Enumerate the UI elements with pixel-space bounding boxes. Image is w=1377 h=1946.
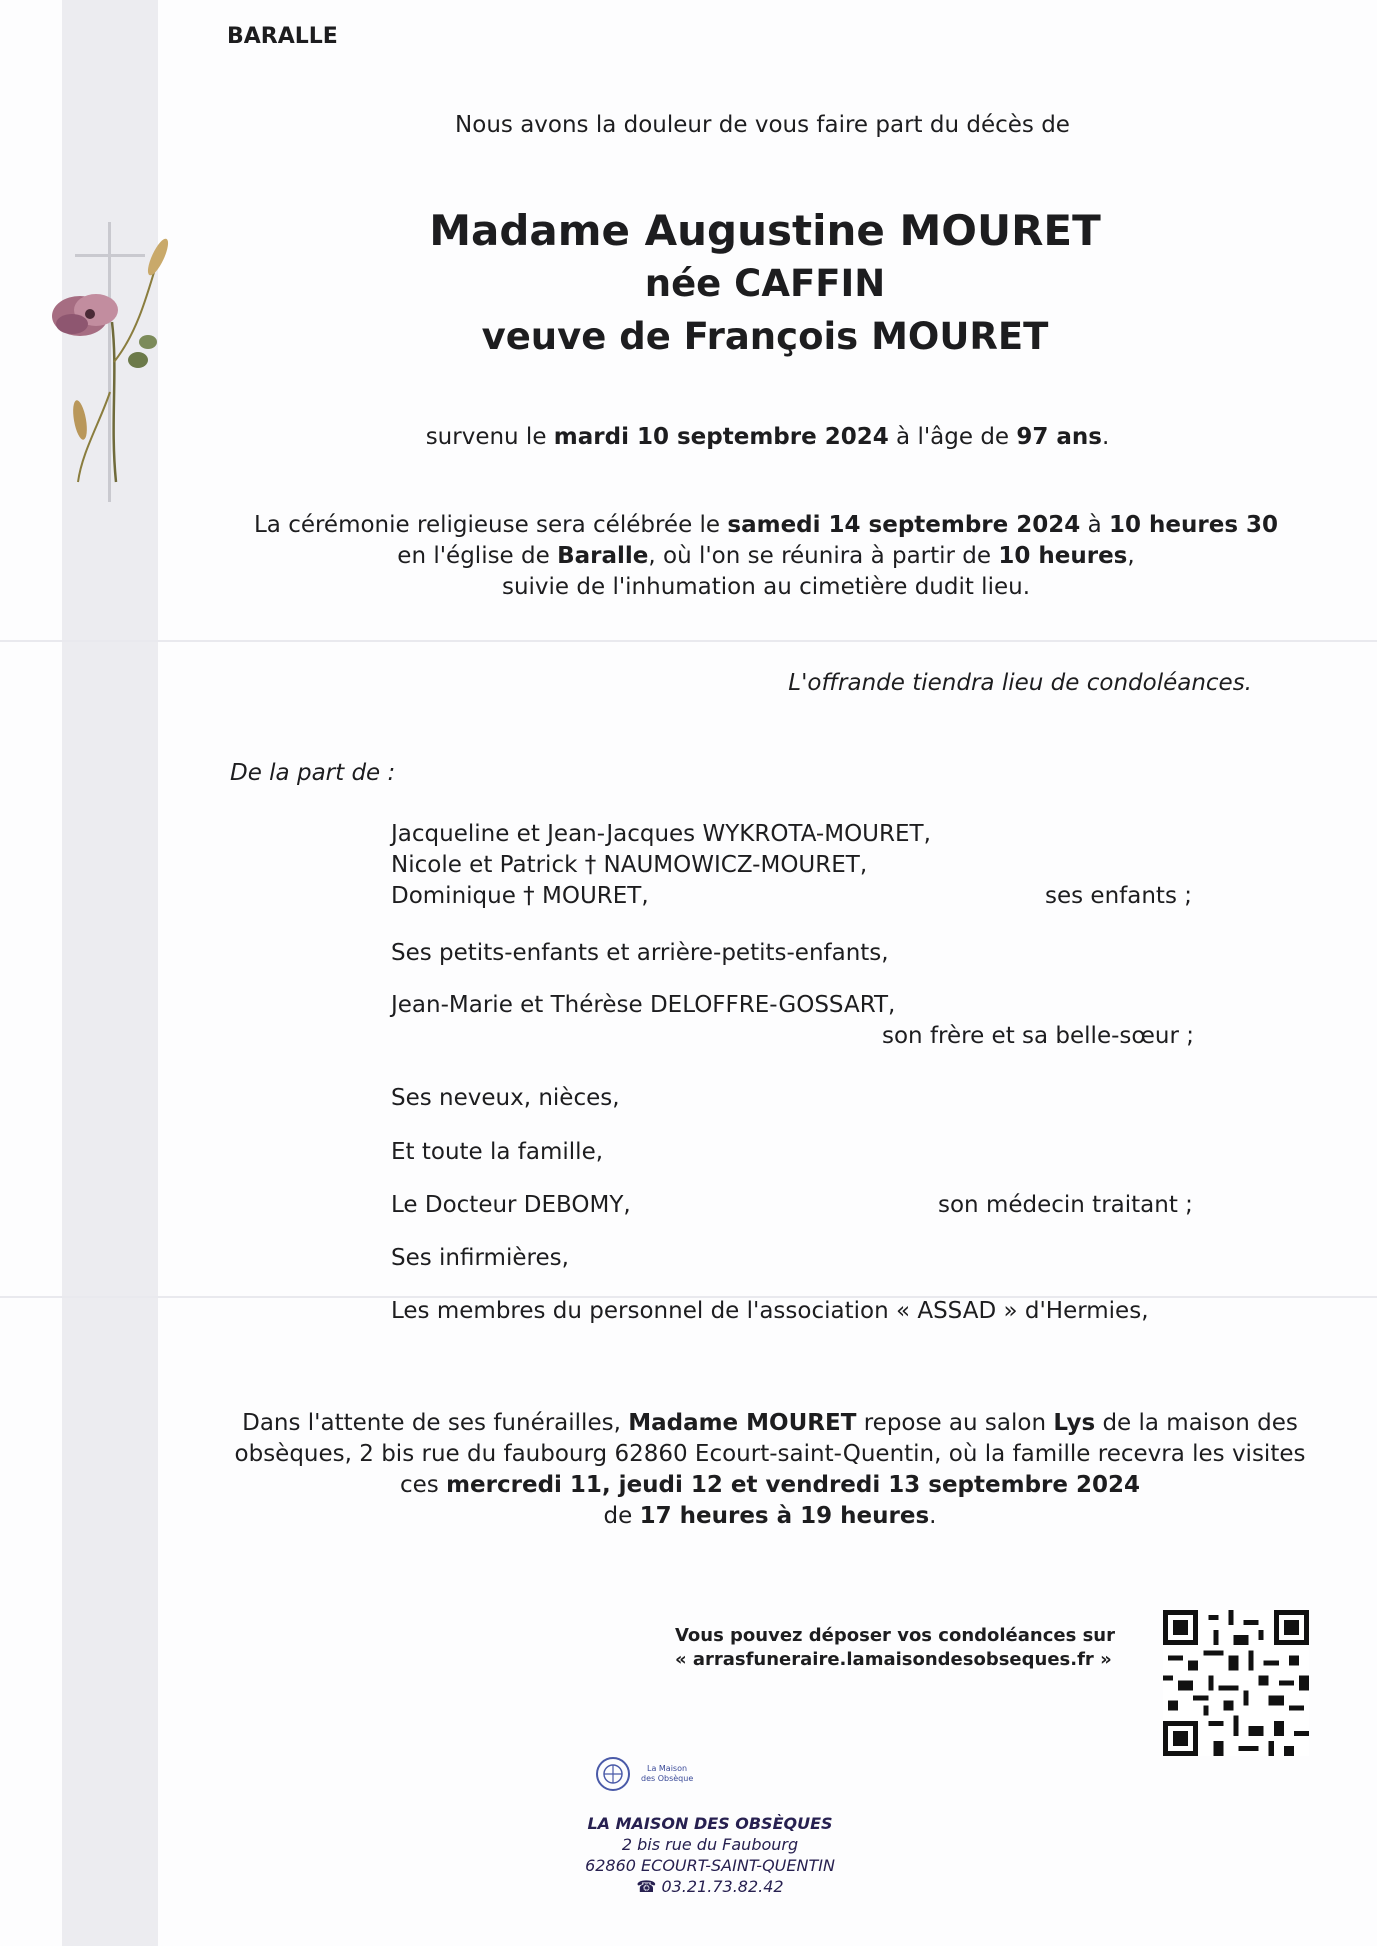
village-name: BARALLE <box>227 24 338 49</box>
all-family: Et toute la famille, <box>391 1139 604 1165</box>
resting-name: Madame MOURET <box>628 1410 857 1436</box>
logo-line-2: des Obsèques <box>641 1774 693 1783</box>
grandchildren: Ses petits-enfants et arrière-petits-enfants, <box>391 940 889 966</box>
visit-hours: 17 heures à 19 heures <box>639 1503 930 1529</box>
death-notice: survenu le mardi 10 septembre 2024 à l'âge de 97 ans. <box>425 424 1110 450</box>
assad-staff: Les membres du personnel de l'association « ASSAD » d'Hermies, <box>391 1298 1149 1324</box>
nurses: Ses infirmières, <box>391 1245 569 1271</box>
sibling-role: son frère et sa belle-sœur ; <box>882 1023 1195 1049</box>
ceremony-details: La cérémonie religieuse sera célébrée le samedi 14 septembre 2024 à 10 heures 30 en l'église de Baralle, où l'on se réunira à partir de 10 heures, suivie de l'inhumation au cimetière dudit lieu. <box>253 512 1279 600</box>
street: 2 bis rue du Faubourg <box>621 1835 799 1854</box>
funeral-home-logo <box>593 1752 693 1800</box>
child-3: Dominique † MOURET, <box>391 883 649 909</box>
death-age: 97 ans <box>1016 424 1102 450</box>
child-1: Jacqueline et Jean-Jacques WYKROTA-MOURET, <box>391 821 931 847</box>
footer-address <box>450 1813 970 1897</box>
doctor: Le Docteur DEBOMY, <box>391 1192 631 1218</box>
qr-code[interactable] <box>1163 1610 1309 1756</box>
condolences-website[interactable]: « arrasfuneraire.lamaisondesobseques.fr » <box>674 1649 1112 1670</box>
salon-name: Lys <box>1053 1410 1096 1436</box>
gather-time: 10 heures <box>998 543 1128 569</box>
offrande-note: L'offrande tiendra lieu de condoléances. <box>788 670 1252 696</box>
deceased-name-block <box>0 204 1377 363</box>
visit-days: mercredi 11, jeudi 12 et vendredi 13 septembre 2024 <box>446 1472 1140 1498</box>
nephews: Ses neveux, nièces, <box>391 1085 620 1111</box>
church-name: Baralle <box>557 543 649 569</box>
de-la-part-heading: De la part de : <box>230 760 396 786</box>
child-2: Nicole et Patrick † NAUMOWICZ-MOURET, <box>391 852 868 878</box>
phone: ☎ 03.21.73.82.42 <box>636 1877 784 1896</box>
phone-icon: ☎ <box>636 1877 657 1896</box>
condolences-note: Vous pouvez déposer vos condoléances sur « arrasfuneraire.lamaisondesobseques.fr » <box>674 1625 1115 1670</box>
city: 62860 ECOURT-SAINT-QUENTIN <box>585 1856 835 1875</box>
sibling: Jean-Marie et Thérèse DELOFFRE-GOSSART, <box>391 992 896 1018</box>
deceased-name: Madame Augustine MOURET <box>429 206 1101 255</box>
ceremony-date: samedi 14 septembre 2024 <box>727 512 1081 538</box>
widow-of: veuve de François MOURET <box>481 315 1049 358</box>
company-name: LA MAISON DES OBSÈQUES <box>587 1814 833 1833</box>
doctor-role: son médecin traitant ; <box>938 1192 1193 1218</box>
fold-line <box>0 640 1377 642</box>
death-date: mardi 10 septembre 2024 <box>553 424 889 450</box>
intro-text: Nous avons la douleur de vous faire part du décès de <box>455 112 1070 138</box>
children-role: ses enfants ; <box>1045 883 1192 909</box>
funeral-home-details: Dans l'attente de ses funérailles, Madame MOURET repose au salon Lys de la maison des obsèques, 2 bis rue du faubourg 62860 Ecourt-saint-Quentin, où la famille recevra les visites ces mercredi 11, jeudi 12 et vendredi 13 septembre 2024 de 17 heures à 19 heures. <box>234 1410 1306 1529</box>
maiden-name: née CAFFIN <box>644 262 886 305</box>
ceremony-time: 10 heures 30 <box>1109 512 1279 538</box>
logo-line-1: La Maison <box>647 1764 688 1773</box>
